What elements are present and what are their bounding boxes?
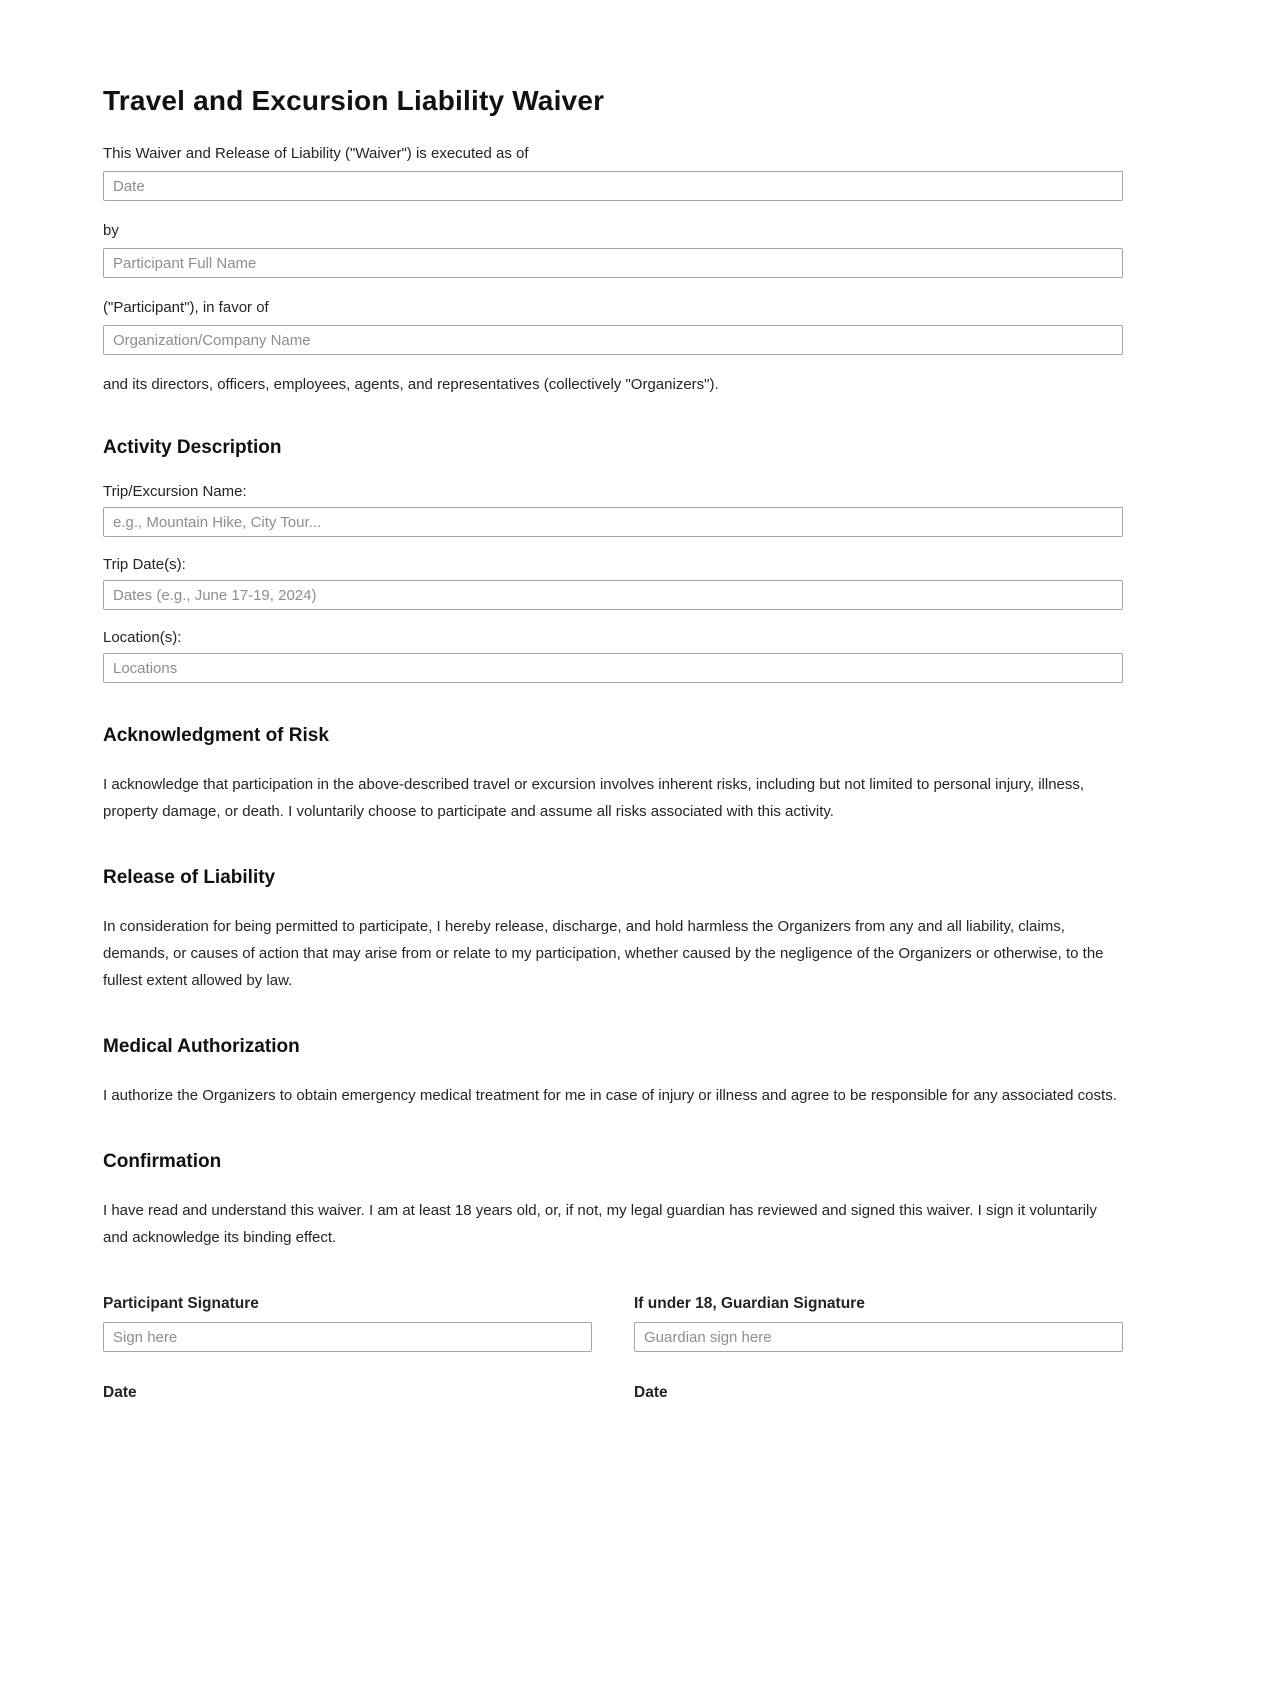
participant-signature-column <box>103 1295 592 1402</box>
executed-as-of-text: This Waiver and Release of Liability ("Waiver") is executed as of <box>103 145 529 162</box>
trip-dates-field-group <box>103 556 1123 610</box>
medical-authorization-heading: Medical Authorization <box>103 1036 300 1057</box>
participant-date-label: Date <box>103 1384 137 1401</box>
signature-row <box>103 1295 1123 1402</box>
guardian-signature-input[interactable] <box>634 1322 1123 1352</box>
release-of-liability-text: In consideration for being permitted to participate, I hereby release, discharge, and hold harmless the Organizers from any and all liability, claims, demands, or causes of action that may arise from or relate to my participation, whether caused by the negligence of the Organizers or otherwise, to the fullest extent allowed by law. <box>103 918 1104 989</box>
confirmation-text: I have read and understand this waiver. I am at least 18 years old, or, if not, my legal guardian has reviewed and signed this waiver. I sign it voluntarily and acknowledge its binding effect. <box>103 1202 1097 1246</box>
locations-field-group <box>103 629 1123 683</box>
participant-signature-label: Participant Signature <box>103 1295 259 1312</box>
trip-dates-input[interactable] <box>103 580 1123 610</box>
medical-authorization-text: I authorize the Organizers to obtain emergency medical treatment for me in case of injury or illness and agree to be responsible for any associated costs. <box>103 1087 1117 1104</box>
guardian-date-label: Date <box>634 1384 668 1401</box>
trip-dates-label: Trip Date(s): <box>103 556 186 573</box>
date-executed-input[interactable] <box>103 171 1123 201</box>
participant-name-input[interactable] <box>103 248 1123 278</box>
organizers-text: and its directors, officers, employees, agents, and representatives (collectively "Organizers"). <box>103 376 719 393</box>
locations-input[interactable] <box>103 653 1123 683</box>
trip-name-field-group <box>103 483 1123 537</box>
acknowledgment-of-risk-text: I acknowledge that participation in the above-described travel or excursion involves inherent risks, including but not limited to personal injury, illness, property damage, or death. I voluntarily choose to participate and assume all risks associated with this activity. <box>103 776 1085 820</box>
guardian-signature-column <box>634 1295 1123 1402</box>
page-title: Travel and Excursion Liability Waiver <box>103 85 605 116</box>
release-of-liability-heading: Release of Liability <box>103 867 276 888</box>
locations-label: Location(s): <box>103 629 182 646</box>
activity-description-heading: Activity Description <box>103 437 282 458</box>
participant-signature-input[interactable] <box>103 1322 592 1352</box>
in-favor-of-text: ("Participant"), in favor of <box>103 299 269 316</box>
trip-name-label: Trip/Excursion Name: <box>103 483 247 500</box>
trip-name-input[interactable] <box>103 507 1123 537</box>
guardian-signature-label: If under 18, Guardian Signature <box>634 1295 865 1312</box>
by-text: by <box>103 222 119 239</box>
acknowledgment-of-risk-heading: Acknowledgment of Risk <box>103 725 329 746</box>
confirmation-heading: Confirmation <box>103 1151 222 1172</box>
organization-name-input[interactable] <box>103 325 1123 355</box>
waiver-form-page <box>103 85 1123 1402</box>
